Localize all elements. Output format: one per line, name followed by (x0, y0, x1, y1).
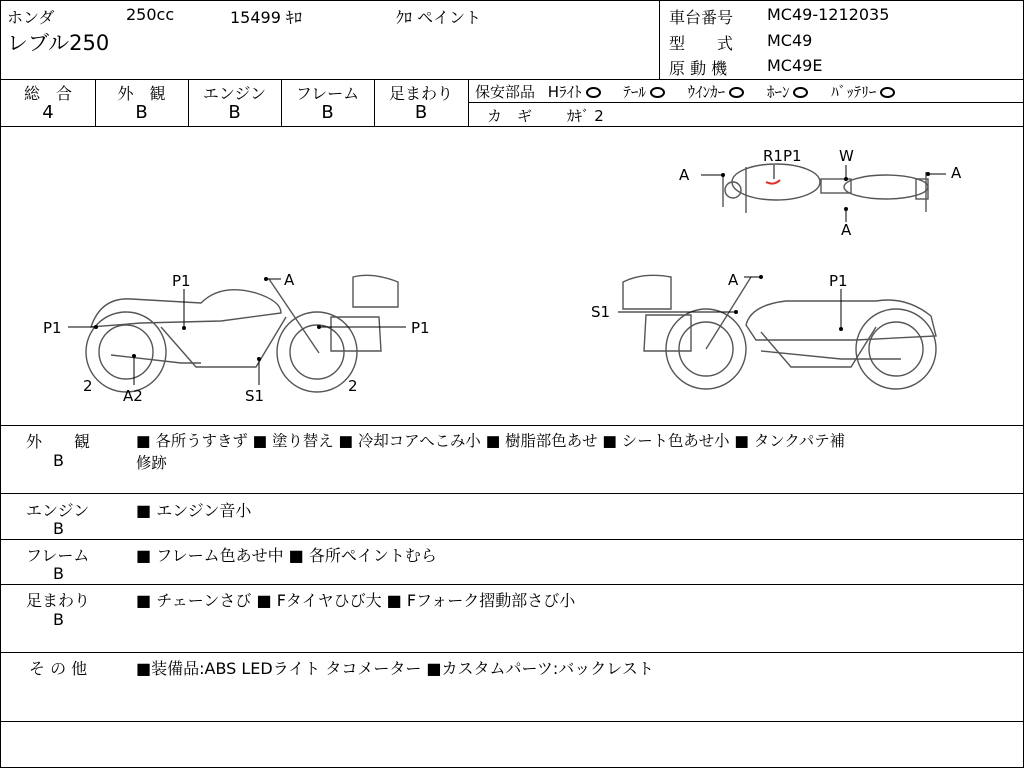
bike-frame-outline (161, 317, 286, 367)
divider (1, 584, 1024, 585)
leader-dot (734, 310, 738, 314)
grade-overall-value: 4 (42, 102, 54, 123)
bike-damage-mark (766, 180, 780, 184)
diagram-label-p1: P1 (829, 272, 848, 290)
safety-taillight (623, 83, 665, 101)
bike-left-view (43, 271, 430, 405)
grade-engine-label: エンジン (202, 84, 267, 103)
grade-frame-value: B (321, 102, 334, 123)
leader-dot (317, 325, 321, 329)
safety-item-name: ﾃｰﾙ (623, 83, 646, 101)
grade-overall-label: 総 合 (23, 84, 72, 103)
comment-frame-label: フレーム (26, 546, 90, 565)
diagram-label-a: A (841, 221, 852, 239)
grade-suspension-value: B (414, 102, 428, 123)
damage-diagram (1, 127, 1023, 425)
header-divider (659, 1, 660, 79)
mileage: 15499 ｷﾛ (230, 8, 302, 27)
bike-backrest-outline (623, 275, 671, 309)
ok-circle-icon (793, 87, 808, 98)
diagram-label-w: W (839, 147, 854, 165)
divider (469, 102, 1024, 103)
leader-dot (94, 325, 98, 329)
ok-circle-icon (586, 87, 601, 98)
comment-suspension-text: ■ チェーンさび ■ Fタイヤひび大 ■ Fフォーク摺動部さび小 (136, 591, 576, 610)
bike-exhaust-outline (761, 351, 901, 359)
diagram-label-s1: S1 (591, 303, 611, 321)
comment-exterior-grade: B (53, 451, 64, 470)
safety-headlight (548, 83, 601, 101)
leader-dot (926, 172, 930, 176)
frame-no: MC49-1212035 (767, 5, 890, 24)
divider (1, 652, 1024, 653)
frame-no-label: 車台番号 (669, 8, 734, 27)
bike-exhaust-outline (111, 355, 201, 363)
leader-dot (844, 207, 848, 211)
diagram-label-a: A (679, 166, 690, 184)
ok-circle-icon (880, 87, 895, 98)
comment-suspension-label: 足まわり (26, 591, 91, 610)
safety-parts-label: 保安部品 (475, 83, 536, 101)
engine-model-label: 原 動 機 (669, 59, 728, 78)
key-label: カ ギ (487, 107, 533, 125)
bike-rear-wheel-outline (856, 309, 936, 389)
bike-rear-wheel-outline (869, 322, 923, 376)
bike-backrest-outline (353, 275, 398, 307)
safety-item-name: ｳｲﾝｶｰ (687, 83, 726, 101)
bike-top-view (679, 147, 962, 239)
divider (1, 425, 1024, 426)
comment-engine-text: ■ エンジン音小 (136, 501, 252, 520)
comment-exterior-text-continued: 修跡 (136, 454, 167, 472)
leader-dot (257, 357, 261, 361)
diagram-label-p1: P1 (411, 319, 430, 337)
comment-engine-label: エンジン (26, 501, 90, 520)
maker: ホンダ (7, 8, 55, 27)
diagram-label-a2: A2 (123, 387, 143, 405)
safety-horn (767, 83, 809, 101)
diagram-label-2: 2 (83, 377, 93, 395)
grade-suspension-label: 足まわり (388, 84, 453, 103)
divider (1, 539, 1024, 540)
diagram-label-p1: P1 (172, 272, 191, 290)
leader-dot (759, 275, 763, 279)
comment-frame-text: ■ フレーム色あせ中 ■ 各所ペイントむら (136, 546, 437, 565)
type-label: 型 式 (669, 34, 734, 53)
leader-dot (721, 173, 725, 177)
comment-exterior-label: 外 観 (26, 432, 91, 451)
safety-parts-row (475, 81, 895, 102)
grade-exterior-label: 外 観 (117, 84, 166, 103)
comment-suspension-grade: B (53, 610, 64, 629)
bike-right-view (591, 271, 936, 389)
safety-item-name: Hﾗｲﾄ (547, 83, 582, 101)
leader-dot (839, 327, 843, 331)
bike-body-outline (91, 290, 281, 327)
divider (1, 79, 1024, 80)
bike-front-wheel-outline (277, 312, 357, 392)
diagram-label-a: A (284, 271, 295, 289)
displacement: 250cc (126, 5, 175, 24)
leader-dot (264, 277, 268, 281)
key-value: ｶｷﾞ 2 (567, 107, 604, 125)
divider (468, 79, 469, 126)
leader-dot (132, 354, 136, 358)
engine-model-value: MC49E (767, 56, 823, 75)
bike-rear-wheel-outline (99, 325, 153, 379)
safety-item-name: ﾊﾞｯﾃﾘｰ (831, 83, 877, 101)
bike-front-wheel-outline (290, 325, 344, 379)
leader-dot (844, 177, 848, 181)
safety-item-name: ﾎｰﾝ (766, 83, 790, 101)
diagram-label-2: 2 (348, 377, 358, 395)
model-name: レブル250 (7, 31, 110, 55)
diagram-label-s1: S1 (245, 387, 265, 405)
comment-frame-grade: B (53, 564, 64, 583)
leader-dot (182, 326, 186, 330)
divider (1, 721, 1024, 722)
comment-engine-grade: B (53, 519, 64, 538)
grade-exterior-value: B (135, 102, 148, 123)
grade-frame-label: フレーム (295, 84, 360, 103)
diagram-label-p1: P1 (43, 319, 62, 337)
diagram-label-a: A (951, 164, 962, 182)
comment-other-label: そ の 他 (29, 659, 88, 678)
comment-exterior-text: ■ 各所うすきず ■ 塗り替え ■ 冷却コアへこみ小 ■ 樹脂部色あせ ■ シート色あせ小 ■ タンクパテ補 (136, 432, 845, 450)
safety-winker (688, 83, 745, 101)
comment-other-text: ■装備品:ABS LEDライト タコメーター ■カスタムパーツ:バックレスト (136, 659, 654, 678)
type-value: MC49 (767, 31, 813, 50)
diagram-label-a: A (728, 271, 739, 289)
divider (1, 493, 1024, 494)
safety-battery (831, 83, 895, 101)
ok-circle-icon (650, 87, 665, 98)
bike-fork-outline (269, 279, 319, 353)
diagram-label-r1p1: R1P1 (763, 147, 802, 165)
ok-circle-icon (729, 87, 744, 98)
color: ｸﾛ ペイント (396, 8, 482, 27)
grade-engine-value: B (228, 102, 241, 123)
